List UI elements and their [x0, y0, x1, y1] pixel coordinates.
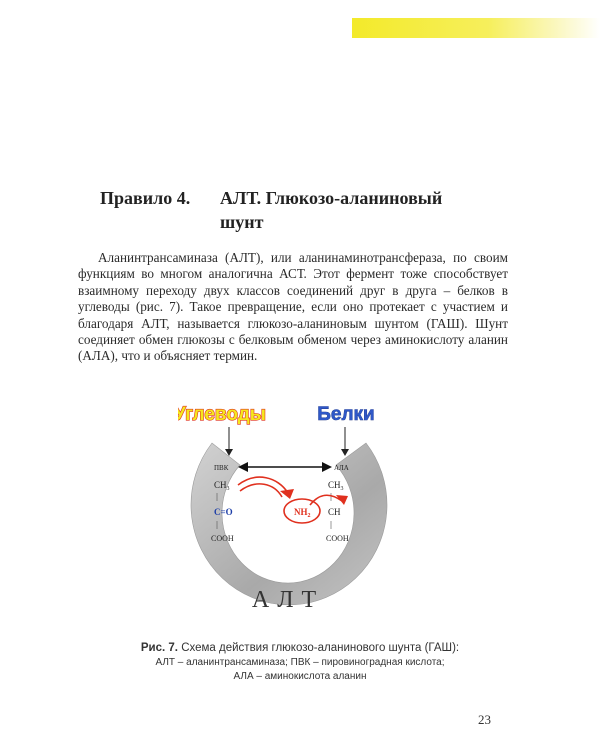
ala-ch3: $CH_3$ — [328, 480, 344, 492]
nh2-label: $NH_2$ — [294, 507, 311, 519]
arrow-heads — [225, 449, 349, 456]
pvk-co: C=O — [214, 507, 233, 517]
body-paragraph: Аланинтрансаминаза (АЛТ), или аланинаминотрансфераза, по своим функциям во многом аналогична АСТ. Этот фермент тоже способствует взаимному переходу двух классов соединений друг в друга – белков в углеводы (рис. 7). Такое превращение, если оно протекает с участием и благодаря АЛТ, называется глюкозо-аланиновым шунтом (ГАШ). Шунт соединяет обмен глюкозы с белковым обменом через аминокислоту аланин (АЛА), что и объясняет термин. — [78, 250, 508, 364]
ala-ch: CH — [328, 507, 341, 517]
figure-diagram — [178, 395, 398, 630]
caption-legend-1: АЛТ – аланинтрансаминаза; ПВК – пировиноградная кислота; — [155, 657, 445, 668]
caption-title: Схема действия глюкозо-аланинового шунта (ГАШ): — [181, 642, 460, 654]
red-arrow-head — [280, 489, 294, 499]
decorative-color-bar — [352, 18, 600, 38]
rule-number: Правило 4. — [100, 188, 191, 208]
pvk-ch3: $CH_3$ — [214, 480, 230, 492]
proteins-label: Белки — [317, 404, 375, 425]
shunt-diagram — [178, 395, 398, 630]
page-number: 23 — [478, 712, 491, 727]
enzyme-label: АЛТ — [251, 587, 325, 613]
pvk-label: ПВК — [214, 464, 229, 472]
exchange-arrow — [238, 462, 332, 472]
rule-title: АЛТ. Глюкозо-аланиновый шунт — [220, 188, 443, 232]
caption-legend-2: АЛА – аминокислота аланин — [233, 671, 367, 682]
pvk-cooh: COOH — [211, 534, 234, 543]
carbs-label: Углеводы — [178, 404, 266, 425]
red-arrow-head — [336, 495, 348, 505]
figure-caption — [90, 640, 510, 684]
ala-cooh: COOH — [326, 534, 349, 543]
caption-label: Рис. 7. — [140, 642, 178, 654]
down-arrows — [229, 427, 345, 453]
ala-label: АЛА — [334, 464, 349, 472]
